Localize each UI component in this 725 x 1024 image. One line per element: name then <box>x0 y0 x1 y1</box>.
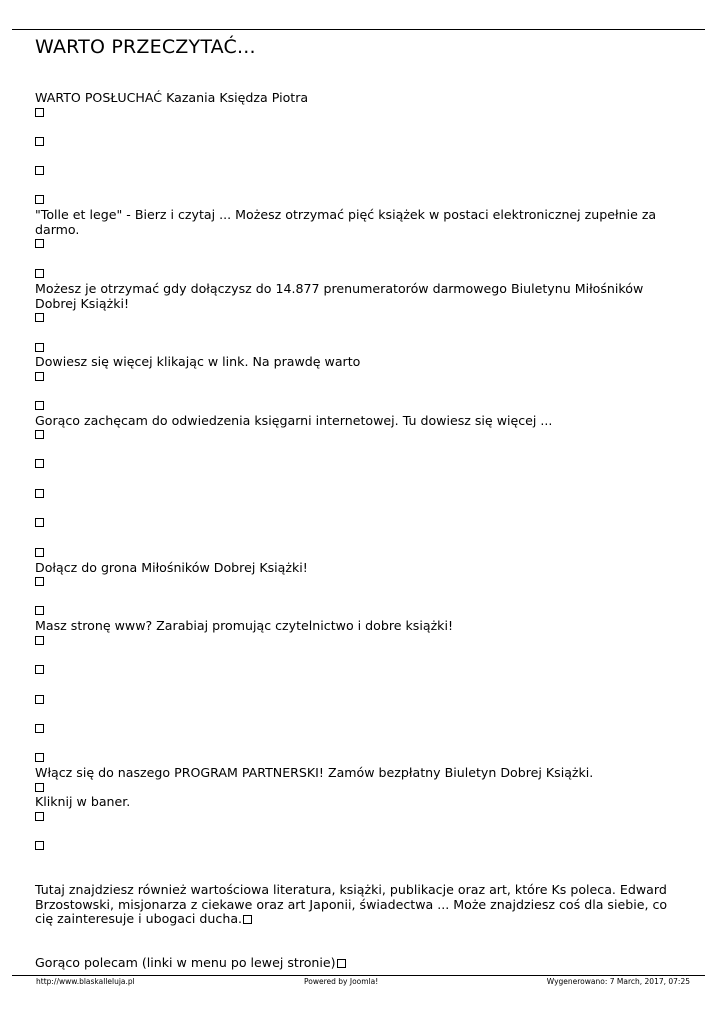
broken-image-icon <box>35 108 44 117</box>
image-placeholder[interactable] <box>35 634 685 644</box>
broken-image-icon <box>35 137 44 146</box>
image-placeholder[interactable] <box>35 135 685 145</box>
broken-image-icon <box>35 518 44 527</box>
broken-image-icon <box>35 401 44 410</box>
image-placeholder[interactable] <box>35 341 685 351</box>
image-placeholder[interactable] <box>35 399 685 409</box>
literature-text: Tutaj znajdziesz również wartościowa literatura, książki, publikacje oraz art, które Ks poleca. Edward Brzostowski, misjonarza z ciekawe oraz art Japonii, świadectwa ... Może znajdziesz coś dla siebie, co cię zainteresuje i ubogaci ducha. <box>35 882 668 927</box>
broken-image-icon <box>35 313 44 322</box>
footer-generated: Wygenerowano: 7 March, 2017, 07:25 <box>546 977 690 986</box>
broken-image-icon <box>35 343 44 352</box>
broken-image-icon <box>35 195 44 204</box>
broken-image-icon <box>35 459 44 468</box>
image-placeholder[interactable] <box>35 311 685 321</box>
image-placeholder[interactable] <box>35 693 685 703</box>
text-literature <box>35 883 685 927</box>
image-placeholder[interactable] <box>35 487 685 497</box>
image-placeholder[interactable] <box>35 193 685 203</box>
text-bookstore[interactable]: Gorąco zachęcam do odwiedzenia księgarni internetowej. Tu dowiesz się więcej ... <box>35 413 553 428</box>
text-banner: Kliknij w baner. <box>35 794 131 809</box>
image-placeholder[interactable] <box>35 164 685 174</box>
broken-image-icon <box>35 269 44 278</box>
image-placeholder[interactable] <box>35 267 685 277</box>
broken-image-icon[interactable] <box>337 959 346 968</box>
image-placeholder[interactable] <box>35 516 685 526</box>
image-placeholder[interactable] <box>35 457 685 467</box>
text-recommend <box>35 956 685 971</box>
broken-image-icon <box>35 577 44 586</box>
broken-image-icon <box>35 695 44 704</box>
image-placeholder[interactable] <box>35 546 685 556</box>
broken-image-icon <box>35 239 44 248</box>
heading-listen: WARTO POSŁUCHAĆ Kazania Księdza Piotra <box>35 90 309 105</box>
broken-image-icon <box>35 372 44 381</box>
broken-image-icon <box>35 841 44 850</box>
broken-image-icon <box>35 489 44 498</box>
image-placeholder[interactable] <box>35 810 685 820</box>
broken-image-icon <box>35 753 44 762</box>
image-placeholder[interactable] <box>35 751 685 761</box>
page-title: WARTO PRZECZYTAĆ... <box>35 36 256 58</box>
broken-image-icon <box>35 724 44 733</box>
image-placeholder[interactable] <box>35 663 685 673</box>
recommend-text: Gorąco polecam (linki w menu po lewej stronie) <box>35 955 336 970</box>
text-subscribe[interactable]: Możesz je otrzymać gdy dołączysz do 14.877 prenumeratorów darmowego Biuletynu Miłośników Dobrej Książki! <box>35 281 644 311</box>
broken-image-icon <box>35 636 44 645</box>
text-learn-more[interactable]: Dowiesz się więcej klikając w link. Na prawdę warto <box>35 354 361 369</box>
image-placeholder[interactable] <box>35 575 685 585</box>
broken-image-icon <box>35 606 44 615</box>
broken-image-icon <box>35 812 44 821</box>
text-website[interactable]: Masz stronę www? Zarabiaj promując czytelnictwo i dobre książki! <box>35 618 454 633</box>
footer-url[interactable]: http://www.blaskalleluja.pl <box>36 977 135 986</box>
footer-rule <box>12 975 705 976</box>
broken-image-icon <box>35 665 44 674</box>
image-placeholder[interactable] <box>35 370 685 380</box>
image-placeholder[interactable] <box>35 106 685 116</box>
text-partner[interactable]: Włącz się do naszego PROGRAM PARTNERSKI! Zamów bezpłatny Biuletyn Dobrej Książki. <box>35 765 594 780</box>
text-tolle: "Tolle et lege" - Bierz i czytaj ... Możesz otrzymać pięć książek w postaci elektronicznej zupełnie za darmo. <box>35 207 657 237</box>
broken-image-icon[interactable] <box>243 915 252 924</box>
broken-image-icon <box>35 783 44 792</box>
image-placeholder[interactable] <box>35 428 685 438</box>
broken-image-icon <box>35 430 44 439</box>
image-placeholder[interactable] <box>35 237 685 247</box>
text-join[interactable]: Dołącz do grona Miłośników Dobrej Książki! <box>35 560 308 575</box>
image-placeholder[interactable] <box>35 722 685 732</box>
broken-image-icon <box>35 166 44 175</box>
image-placeholder[interactable] <box>35 781 685 791</box>
broken-image-icon <box>35 548 44 557</box>
top-rule <box>12 29 705 30</box>
footer-powered: Powered by Joomla! <box>304 977 379 986</box>
image-placeholder[interactable] <box>35 604 685 614</box>
image-placeholder[interactable] <box>35 839 685 849</box>
